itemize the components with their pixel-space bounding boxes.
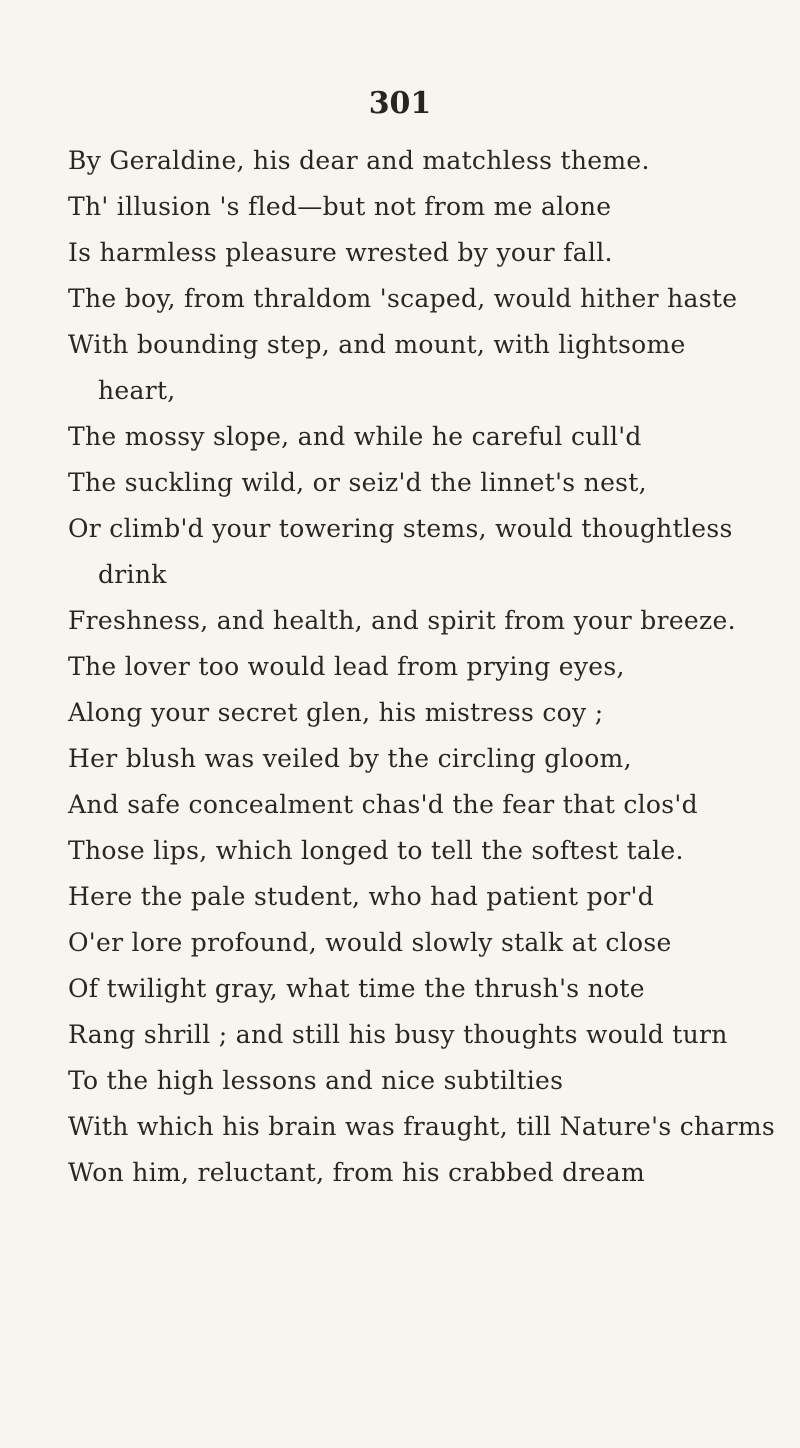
poem-line: Won him, reluctant, from his crabbed dream: [68, 1158, 645, 1187]
poem-line: The suckling wild, or seiz'd the linnet's nest,: [68, 468, 647, 497]
poem-line: Her blush was veiled by the circling gloom,: [68, 744, 632, 773]
poem-line: The lover too would lead from prying eyes,: [68, 652, 625, 681]
poem-line: Or climb'd your towering stems, would thoughtless: [68, 514, 733, 543]
poem-line: Of twilight gray, what time the thrush's note: [68, 974, 645, 1003]
poem-line: Rang shrill ; and still his busy thoughts would turn: [68, 1020, 728, 1049]
poem-line: With bounding step, and mount, with lightsome: [68, 330, 686, 359]
poem-line: And safe concealment chas'd the fear that clos'd: [68, 790, 698, 819]
poem-line: The boy, from thraldom 'scaped, would hither haste: [68, 284, 738, 313]
poem-line: With which his brain was fraught, till Nature's charms: [68, 1112, 775, 1141]
poem-line-continuation: drink: [98, 560, 167, 589]
poem-line: By Geraldine, his dear and matchless theme.: [68, 146, 650, 175]
poem-line-continuation: heart,: [98, 376, 176, 405]
poem-line: Here the pale student, who had patient por'd: [68, 882, 655, 911]
poem-line: Is harmless pleasure wrested by your fall.: [68, 238, 613, 267]
poem-line: Along your secret glen, his mistress coy ;: [68, 698, 604, 727]
poem-line: Freshness, and health, and spirit from your breeze.: [68, 606, 736, 635]
poem-line: O'er lore profound, would slowly stalk at close: [68, 928, 672, 957]
poem-line: The mossy slope, and while he careful cull'd: [68, 422, 642, 451]
poem-line: To the high lessons and nice subtilties: [68, 1066, 564, 1095]
poem-line: Those lips, which longed to tell the softest tale.: [68, 836, 684, 865]
poem-line: Th' illusion 's fled—but not from me alone: [68, 192, 612, 221]
poem-text: [68, 138, 788, 1196]
page-number: 301: [368, 86, 432, 121]
